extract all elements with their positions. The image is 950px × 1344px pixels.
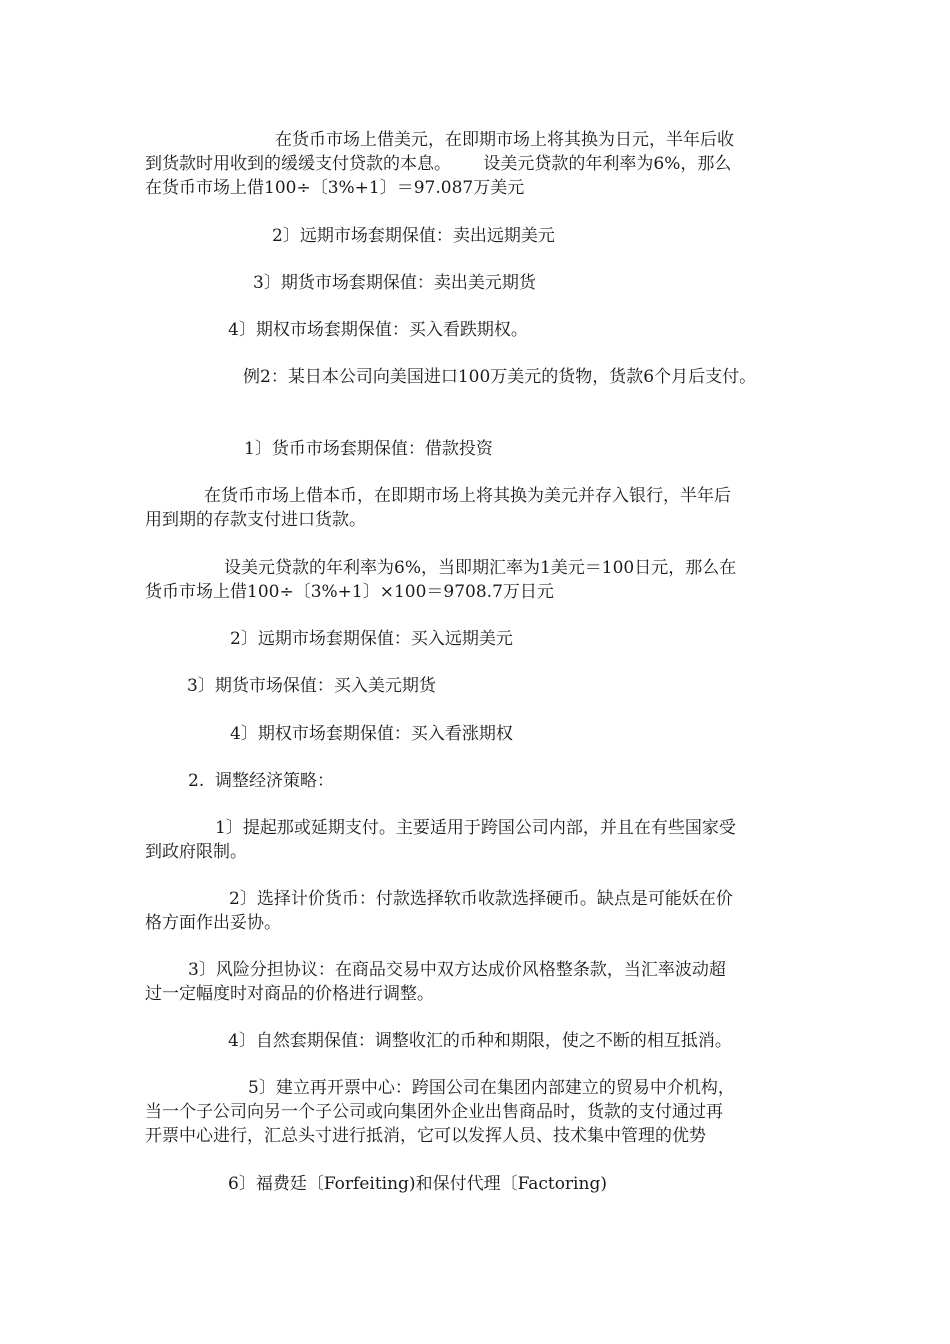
paragraph-line: 货币市场上借100÷〔3%+1〕×100＝9708.7万日元 [145,582,554,602]
paragraph-line: 设美元贷款的年利率为6%，当即期汇率为1美元＝100日元，那么在 [224,558,737,578]
paragraph-line: 当一个子公司向另一个子公司或向集团外企业出售商品时，货款的支付通过再 [145,1102,723,1122]
paragraph-line: 格方面作出妥协。 [145,913,281,933]
paragraph-line: 在货币市场上借本币，在即期市场上将其换为美元并存入银行，半年后 [204,486,731,506]
paragraph-line: 3〕期货市场保值：买入美元期货 [187,676,436,696]
paragraph-line: 到政府限制。 [145,842,247,862]
paragraph-line: 在货币市场上借美元，在即期市场上将其换为日元，半年后收 [275,130,734,150]
paragraph-line: 4〕期权市场套期保值：买入看涨期权 [230,724,513,744]
paragraph-line: 3〕期货市场套期保值：卖出美元期货 [253,273,536,293]
paragraph-line: 6〕福费廷〔Forfeiting)和保付代理〔Factoring) [228,1174,607,1194]
paragraph-line: 开票中心进行，汇总头寸进行抵消，它可以发挥人员、技术集中管理的优势 [145,1126,706,1146]
paragraph-line: 过一定幅度时对商品的价格进行调整。 [145,984,434,1004]
paragraph-line: 4〕期权市场套期保值：买入看跌期权。 [228,320,528,340]
paragraph-line: 1〕货币市场套期保值：借款投资 [244,439,493,459]
paragraph-line: 4〕自然套期保值：调整收汇的币种和期限，使之不断的相互抵消。 [228,1031,732,1051]
paragraph-line: 1〕提起那或延期支付。主要适用于跨国公司内部，并且在有些国家受 [215,818,736,838]
paragraph-line: 2〕远期市场套期保值：卖出远期美元 [272,226,555,246]
paragraph-line: 用到期的存款支付进口货款。 [145,510,366,530]
paragraph-line: 2〕远期市场套期保值：买入远期美元 [230,629,513,649]
paragraph-line: 2〕选择计价货币：付款选择软币收款选择硬币。缺点是可能妖在价 [229,889,733,909]
paragraph-line: 例2：某日本公司向美国进口100万美元的货物，货款6个月后支付。 [243,367,757,387]
section-heading: 2. 调整经济策略： [188,771,335,791]
paragraph-line: 5〕建立再开票中心：跨国公司在集团内部建立的贸易中介机构， [248,1078,735,1098]
paragraph-line: 在货币市场上借100÷〔3%+1〕＝97.087万美元 [145,178,525,198]
paragraph-line: 到货款时用收到的缓缓支付贷款的本息。 设美元贷款的年利率为6%，那么 [145,154,732,174]
paragraph-line: 3〕风险分担协议：在商品交易中双方达成价风格整条款，当汇率波动超 [188,960,726,980]
